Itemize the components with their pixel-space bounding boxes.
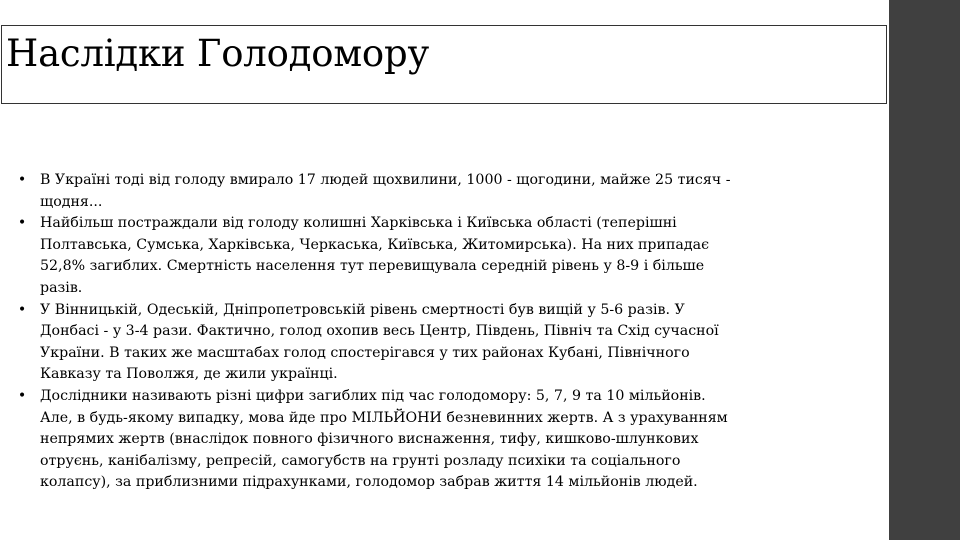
bullet-icon: • bbox=[17, 215, 27, 232]
bullet-item bbox=[16, 386, 736, 494]
bullet-item bbox=[16, 170, 736, 213]
side-bar bbox=[889, 0, 960, 540]
bullet-icon: • bbox=[17, 172, 27, 188]
slide-title: Наслідки Голодомору bbox=[6, 32, 430, 75]
bullet-text: Дослідники називають різні цифри загиблих під час голодомору: 5, 7, 9 та 10 мільйонів. Але, в будь-якому випадку, мова йде про МІЛЬЙОНИ безневинних жертв. А з урахуванням непрямих жертв (внаслідок повного фізичного виснаження, тифу, кишково-шлункових отруєнь, канібалізму, репресій, самогубств на грунті розладу психіки та соціального колапсу), за приблизними підрахунками, голодомор забрав життя 14 мільйонів людей. bbox=[40, 387, 728, 491]
bullet-text: В Україні тоді від голоду вмирало 17 людей щохвилини, 1000 - щогодини, майже 25 тисяч - щодня... bbox=[40, 172, 731, 210]
bullet-icon: • bbox=[17, 301, 27, 318]
bullet-icon: • bbox=[17, 387, 27, 404]
bullet-text: У Вінницькій, Одеській, Дніпропетровській рівень смертності був вищій у 5-6 разів. У Донбасі - у 3-4 рази. Фактично, голод охопив весь Центр, Південь, Північ та Схід сучасної України. В таких же масштабах голод спостерігався у тих районах Кубані, Північного Кавказу та Поволжя, де жили українці. bbox=[40, 301, 719, 383]
bullet-item bbox=[16, 213, 736, 299]
bullet-item bbox=[16, 300, 736, 386]
bullet-list bbox=[16, 170, 736, 494]
bullet-text: Найбільш постраждали від голоду колишні Харківська і Київська області (теперішні Полтавська, Сумська, Харківська, Черкаська, Київська, Житомирська). На них припадає 52,8% загиблих. Смертність населення тут перевищувала середній рівень у 8-9 і більше разів. bbox=[40, 215, 710, 296]
